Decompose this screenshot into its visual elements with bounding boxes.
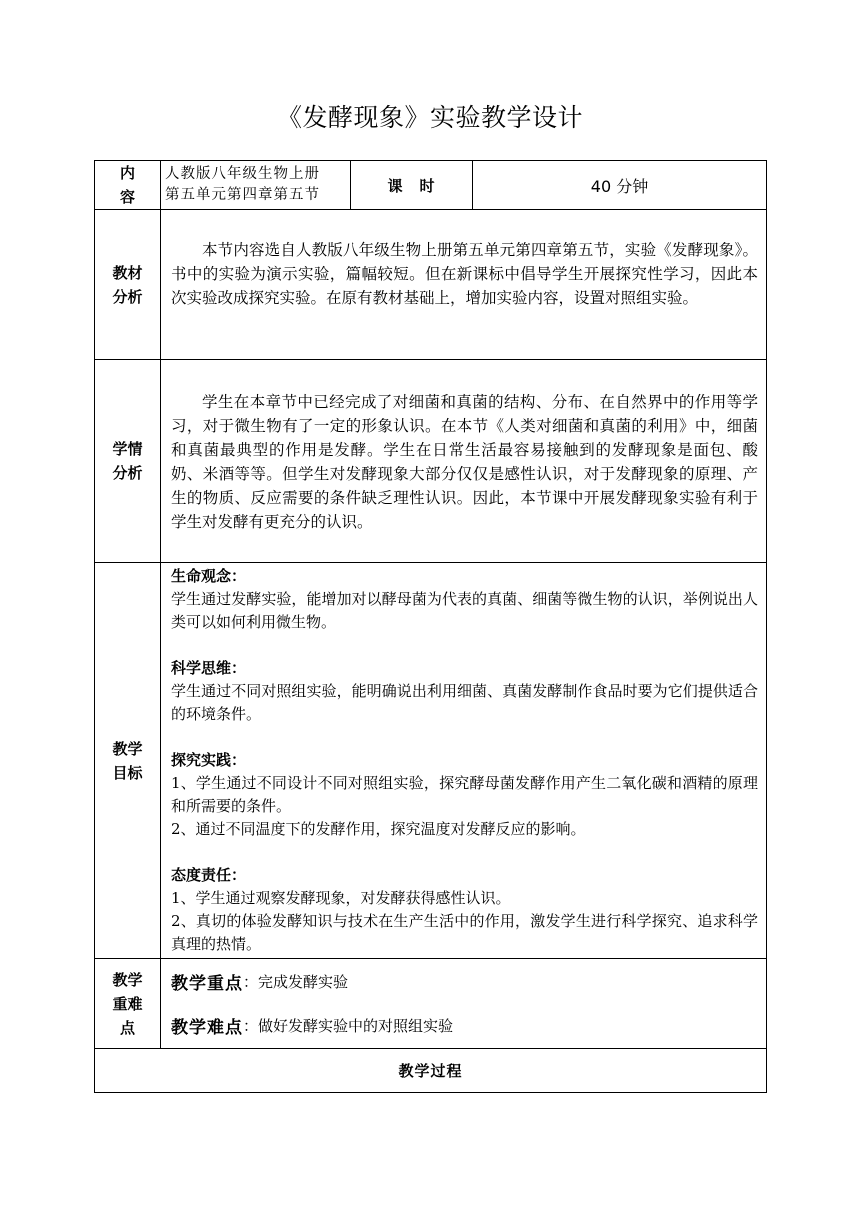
class-period-label: 课 时 bbox=[351, 161, 473, 210]
goal-item: 1、学生通过观察发酵现象，对发酵获得感性认识。 bbox=[171, 889, 511, 907]
goal-item: 1、学生通过不同设计不同对照组实验，探究酵母菌发酵作用产生二氧化碳和酒精的原理和所需要的条件。 bbox=[171, 774, 758, 815]
goal-item: 2、真切的体验发酵知识与技术在生产生活中的作用，激发学生进行科学探究、追求科学真理的热情。 bbox=[171, 912, 758, 953]
label-teaching-goals: 教学 目标 bbox=[95, 563, 161, 959]
goal-heading-life-concept: 生命观念： bbox=[171, 567, 247, 585]
goal-heading-inquiry-practice: 探究实践： bbox=[171, 751, 247, 769]
difficult-point-line: 教学难点 ： 做好发酵实验中的对照组实验 bbox=[171, 1004, 758, 1048]
difficult-point-label: 教学难点 bbox=[171, 1018, 243, 1038]
student-analysis-text: 学生在本章节中已经完成了对细菌和真菌的结构、分布、在自然界中的作用等学习，对于微生物有了一定的形象认识。在本节《人类对细菌和真菌的利用》中，细菌和真菌最典型的作用是发酵。学生在日常生活最容易接触到的发酵现象是面包、酸奶、米酒等等。但学生对发酵现象大部分仅仅是感性认识，对于发酵现象的原理、产生的物质、反应需要的条件缺乏理性认识。因此，本节课中开展发酵现象实验有利于学生对发酵有更充分的认识。 bbox=[171, 393, 758, 531]
row-teaching-process bbox=[95, 1049, 767, 1093]
label-content: 内 容 bbox=[95, 161, 161, 210]
textbook-chapter: 人教版八年级生物上册 第五单元第四章第五节 bbox=[161, 161, 351, 210]
textbook-analysis-cell bbox=[161, 210, 767, 360]
goal-item: 学生通过发酵实验，能增加对以酵母菌为代表的真菌、细菌等微生物的认识，举例说出人类可以如何利用微生物。 bbox=[171, 590, 758, 631]
row-teaching-goals bbox=[95, 563, 767, 959]
goal-heading-attitude-responsibility: 态度责任： bbox=[171, 866, 247, 884]
label-textbook-analysis: 教材 分析 bbox=[95, 210, 161, 360]
lesson-plan-table bbox=[94, 160, 767, 1093]
teaching-goals-cell bbox=[161, 563, 767, 959]
label-student-analysis: 学情 分析 bbox=[95, 360, 161, 563]
key-point-text: 完成发酵实验 bbox=[258, 973, 349, 991]
key-difficult-points-cell bbox=[161, 959, 767, 1049]
difficult-point-text: 做好发酵实验中的对照组实验 bbox=[258, 1017, 454, 1035]
goal-item: 学生通过不同对照组实验，能明确说出利用细菌、真菌发酵制作食品时要为它们提供适合的环境条件。 bbox=[171, 682, 758, 723]
class-duration: 40 分钟 bbox=[473, 161, 767, 210]
key-point-label: 教学重点 bbox=[171, 974, 243, 994]
document-title: 《发酵现象》实验教学设计 bbox=[276, 103, 583, 132]
row-textbook-analysis bbox=[95, 210, 767, 360]
row-content bbox=[95, 161, 767, 210]
label-key-difficult-points: 教学 重难 点 bbox=[95, 959, 161, 1049]
goal-heading-scientific-thinking: 科学思维： bbox=[171, 659, 247, 677]
textbook-analysis-text: 本节内容选自人教版八年级生物上册第五单元第四章第五节，实验《发酵现象》。书中的实验为演示实验，篇幅较短。但在新课标中倡导学生开展探究性学习，因此本次实验改成探究实验。在原有教材基础上，增加实验内容，设置对照组实验。 bbox=[171, 241, 758, 307]
row-key-difficult-points bbox=[95, 959, 767, 1049]
goal-item: 2、通过不同温度下的发酵作用，探究温度对发酵反应的影响。 bbox=[171, 820, 586, 838]
teaching-process-heading: 教学过程 bbox=[95, 1049, 767, 1093]
student-analysis-cell bbox=[161, 360, 767, 563]
key-point-line: 教学重点 ： 完成发酵实验 bbox=[171, 960, 758, 1004]
row-student-analysis bbox=[95, 360, 767, 563]
